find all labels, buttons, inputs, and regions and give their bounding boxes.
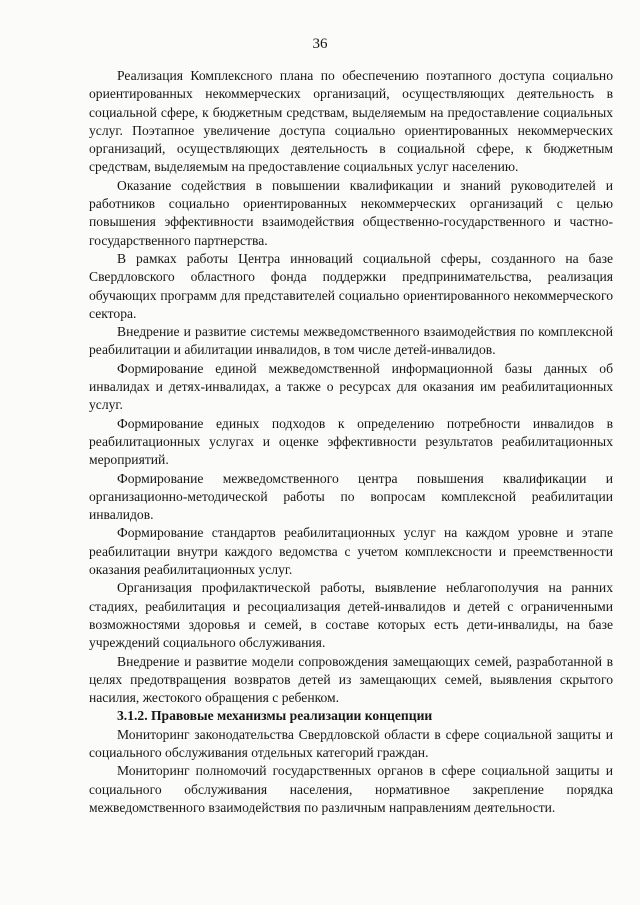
paragraph: Внедрение и развитие системы межведомственного взаимодействия по комплексной реабилитации и абилитации инвалидов, в том числе детей-инвалидов. — [89, 324, 613, 358]
paragraph: Формирование межведомственного центра повышения квалификации и организационно-методической работы по вопросам комплексной реабилитации инвалидов. — [89, 470, 613, 523]
paragraph: Формирование единых подходов к определению потребности инвалидов в реабилитационных услугах и оценке эффективности результатов реабилитационных мероприятий. — [89, 415, 613, 468]
paragraph: Реализация Комплексного плана по обеспечению поэтапного доступа социально ориентированных некоммерческих организаций, осуществляющих деятельность в социальной сфере, к бюджетным средствам, выделяемым на предоставление социальных услуг. Поэтапное увеличение доступа социально ориентированных некоммерческих организаций, осуществляющих деятельность в социальной сфере, к бюджетным средствам, выделяемым на предоставление социальных услуг населению. — [89, 68, 613, 175]
paragraph: Формирование единой межведомственной информационной базы данных об инвалидах и детях-инвалидах, а также о ресурсах для оказания им реабилитационных услуг. — [89, 360, 613, 413]
paragraph: Оказание содействия в повышении квалификации и знаний руководителей и работников социально ориентированных некоммерческих организаций с целью повышения эффективности взаимодействия общественно-государственного и частно-государственного партнерства. — [89, 177, 613, 248]
paragraph: В рамках работы Центра инноваций социальной сферы, созданного на базе Свердловского областного фонда поддержки предпринимательства, реализация обучающих программ для представителей социально ориентированного некоммерческого сектора. — [89, 250, 613, 321]
page-body — [89, 67, 613, 817]
paragraph: Мониторинг полномочий государственных органов в сфере социальной защиты и социального обслуживания населения, нормативное закрепление порядка межведомственного взаимодействия по различным направлениям деятельности. — [89, 763, 613, 815]
section-heading: 3.1.2. Правовые механизмы реализации концепции — [117, 708, 433, 724]
page-number: 36 — [312, 36, 328, 52]
paragraph: Внедрение и развитие модели сопровождения замещающих семей, разработанной в целях предотвращения возвратов детей из замещающих семей, выявления скрытого насилия, жестокого обращения с ребенком. — [89, 653, 613, 706]
paragraph: Мониторинг законодательства Свердловской области в сфере социальной защиты и социального обслуживания отдельных категорий граждан. — [89, 726, 613, 760]
paragraph: Формирование стандартов реабилитационных услуг на каждом уровне и этапе реабилитации внутри каждого ведомства с учетом комплексности и преемственности оказания реабилитационных услуг. — [89, 525, 613, 578]
paragraph: Организация профилактической работы, выявление неблагополучия на ранних стадиях, реабилитация и ресоциализация детей-инвалидов и детей с ограниченными возможностями здоровья и семей, в составе которых есть дети-инвалиды, на базе учреждений социального обслуживания. — [89, 580, 613, 651]
